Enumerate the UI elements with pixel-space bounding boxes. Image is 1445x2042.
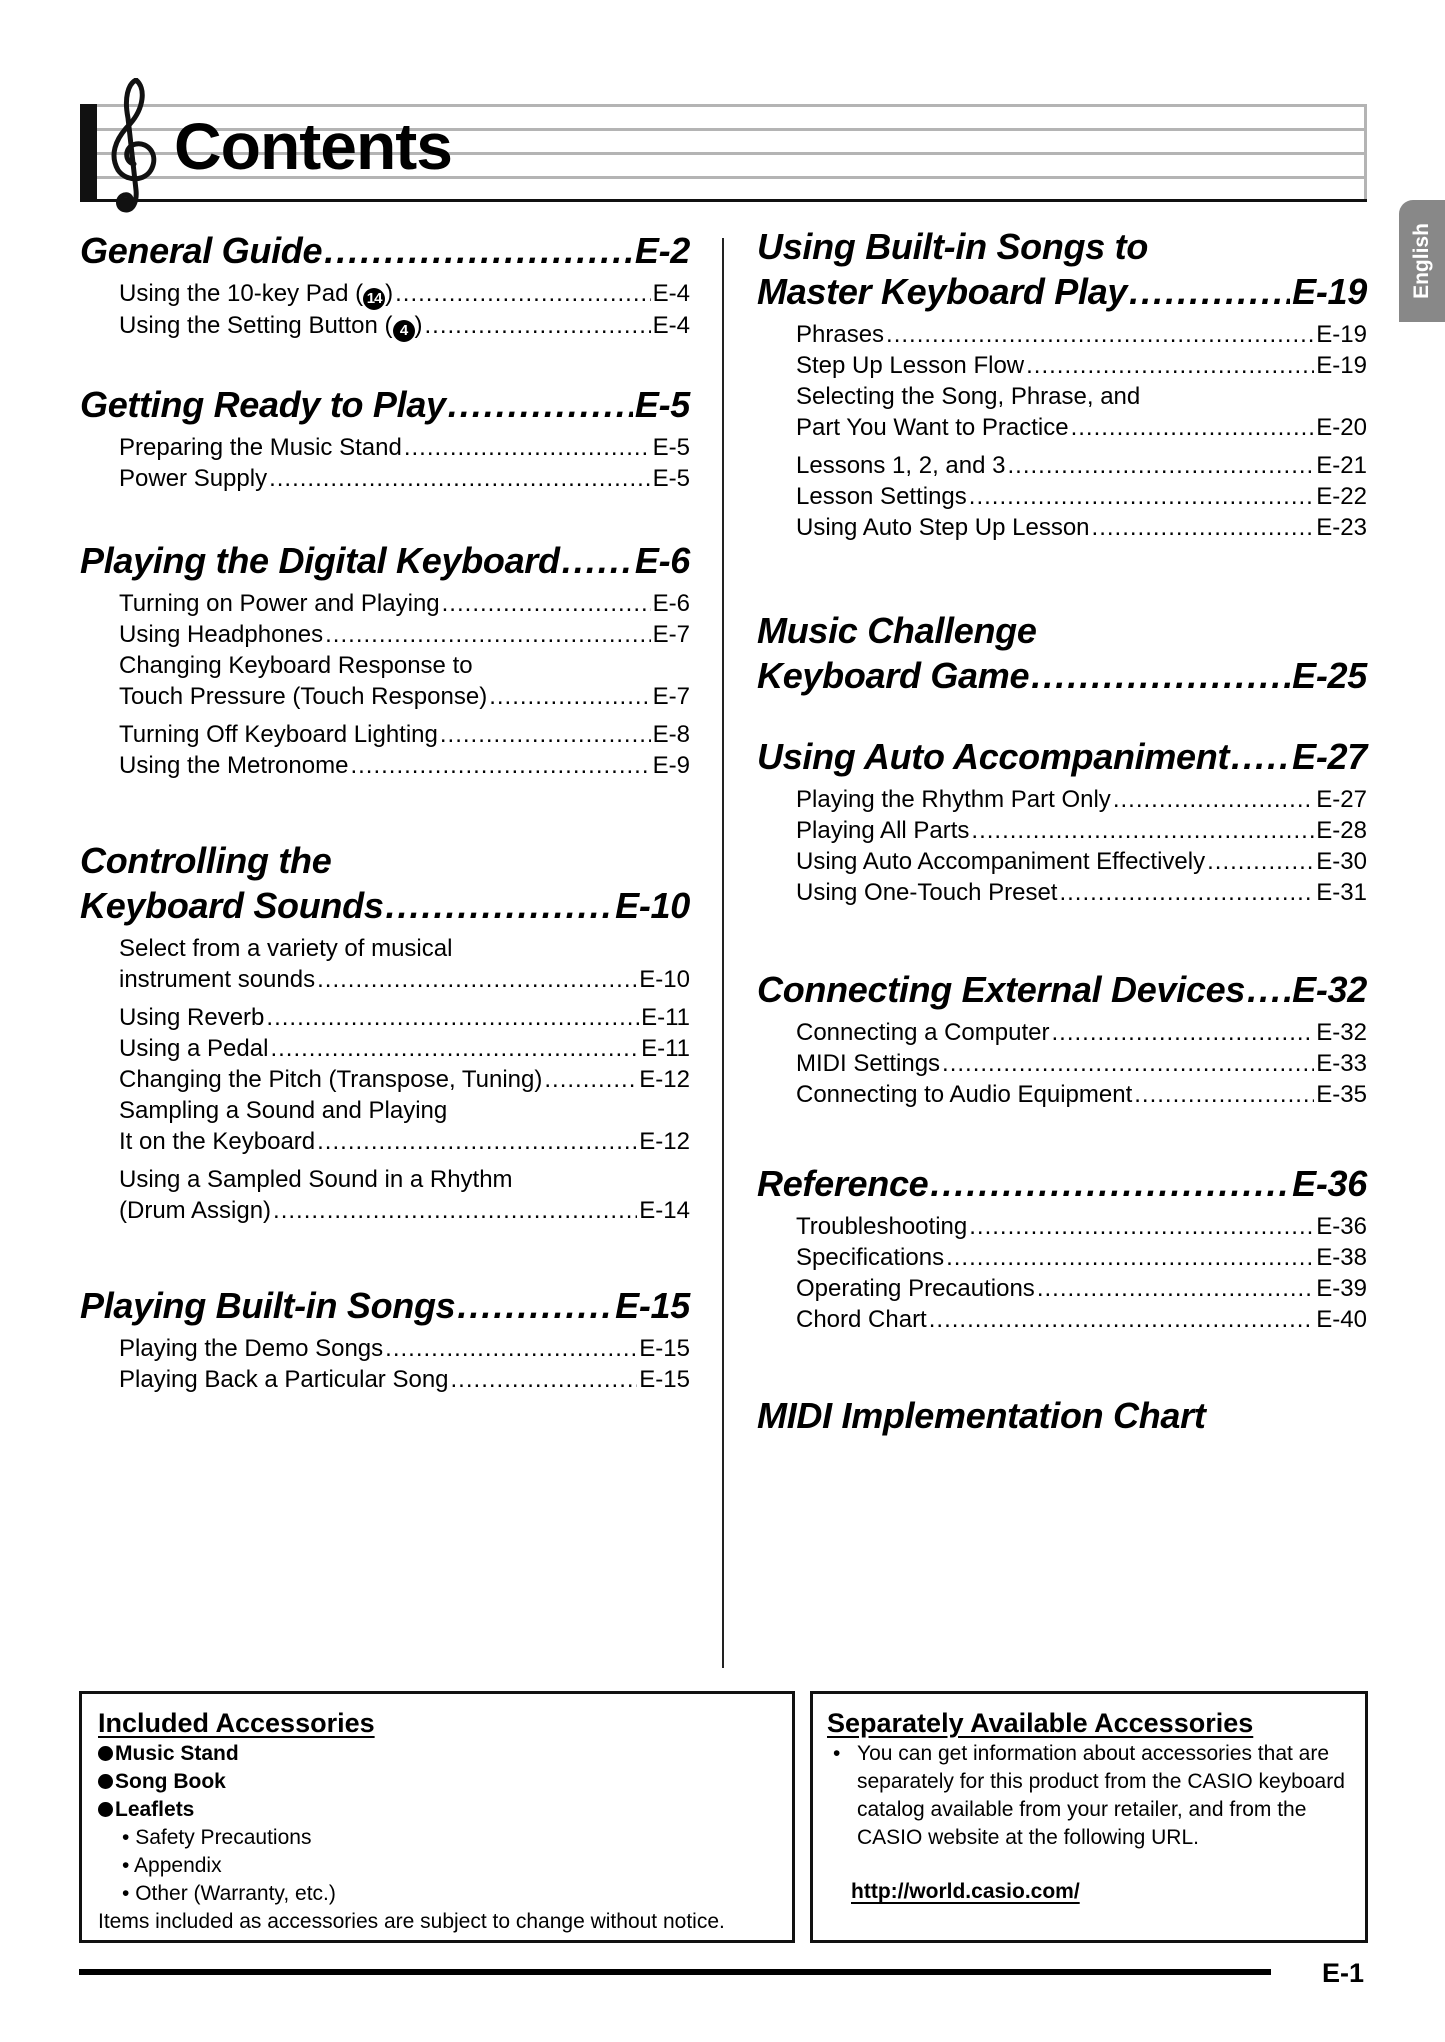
accessory-item: Song Book (98, 1768, 782, 1796)
toc-entry[interactable]: Using Reverb ..... E-11 (119, 1002, 690, 1033)
entry-page: E-35 (1316, 1081, 1367, 1108)
toc-entry[interactable]: Using the Metronome ..... E-9 (119, 750, 690, 781)
bullet-icon (98, 1774, 113, 1789)
toc-entry[interactable]: Lessons 1, 2, and 3 ..... E-21 (796, 450, 1367, 481)
accessory-item: Music Stand (98, 1740, 782, 1768)
leader-dots (1026, 350, 1314, 381)
section-heading[interactable]: Master Keyboard Play ..... E-19 (757, 269, 1367, 314)
leader-dots (270, 1033, 639, 1064)
separate-accessories-box (810, 1691, 1368, 1943)
language-tab[interactable] (1399, 200, 1445, 322)
toc-entry[interactable]: Changing Keyboard Response to Touch Pressure (Touch Response) ..... E-7 (119, 650, 690, 712)
entry-page: E-28 (1316, 817, 1367, 844)
leader-dots (969, 1211, 1314, 1242)
leader-dots (395, 278, 651, 309)
section-items (119, 432, 690, 494)
section-items (119, 588, 690, 781)
separate-accessories-title: Separately Available Accessories (827, 1708, 1254, 1738)
toc-entry[interactable]: MIDI Settings ..... E-33 (796, 1048, 1367, 1079)
leader-dots (404, 432, 651, 463)
toc-entry[interactable]: Preparing the Music Stand ..... E-5 (119, 432, 690, 463)
leader-dots (325, 619, 651, 650)
leader-dots (942, 1048, 1314, 1079)
section-items (796, 1211, 1367, 1335)
leader-dots (1007, 450, 1314, 481)
leader-dots (971, 815, 1314, 846)
toc-entry[interactable]: Chord Chart ..... E-40 (796, 1304, 1367, 1335)
entry-page: E-5 (652, 434, 690, 461)
treble-clef-icon (106, 78, 162, 218)
entry-page: E-31 (1316, 879, 1367, 906)
entry-page: E-4 (652, 312, 690, 339)
entry-page: E-15 (639, 1335, 690, 1362)
toc-entry[interactable]: Playing the Demo Songs ..... E-15 (119, 1333, 690, 1364)
toc-entry[interactable]: Using One-Touch Preset ..... E-31 (796, 877, 1367, 908)
button-number-badge-icon: 4 (393, 320, 415, 342)
section-page: E-36 (1292, 1163, 1367, 1204)
section-page: E-6 (634, 540, 690, 581)
toc-section (757, 967, 1367, 1110)
toc-entry[interactable]: Changing the Pitch (Transpose, Tuning) ..... E-12 (119, 1064, 690, 1095)
entry-page: E-5 (652, 465, 690, 492)
toc-entry[interactable]: Turning on Power and Playing ..... E-6 (119, 588, 690, 619)
leader-dots (269, 463, 651, 494)
section-heading[interactable]: Music Challenge (757, 610, 1037, 651)
leader-dots (544, 1064, 637, 1095)
entry-page: E-9 (652, 752, 690, 779)
leader-dots (886, 319, 1314, 350)
toc-section (757, 1393, 1367, 1438)
leader-dots (442, 588, 651, 619)
toc-entry[interactable]: Operating Precautions ..... E-39 (796, 1273, 1367, 1304)
entry-page: E-21 (1316, 452, 1367, 479)
toc-entry[interactable]: Sampling a Sound and Playing It on the Keyboard ..... E-12 (119, 1095, 690, 1157)
section-page: E-10 (615, 885, 690, 926)
toc-section (757, 224, 1367, 543)
toc-entry[interactable]: Specifications ..... E-38 (796, 1242, 1367, 1273)
leader-dots (1031, 653, 1290, 698)
leader-dots (929, 1304, 1315, 1335)
toc-entry[interactable]: Lesson Settings ..... E-22 (796, 481, 1367, 512)
leader-dots (1051, 1017, 1314, 1048)
entry-page: E-15 (639, 1366, 690, 1393)
leader-dots (385, 1333, 637, 1364)
entry-page: E-11 (641, 1035, 690, 1062)
toc-entry[interactable]: Power Supply ..... E-5 (119, 463, 690, 494)
toc-entry[interactable]: Turning Off Keyboard Lighting ..... E-8 (119, 719, 690, 750)
leader-dots (448, 382, 633, 427)
toc-section (80, 538, 690, 781)
included-accessories-title: Included Accessories (98, 1708, 375, 1738)
section-heading[interactable]: General Guide ..... E-2 (80, 228, 690, 273)
entry-page: E-23 (1316, 514, 1367, 541)
toc-entry[interactable]: Using Headphones ..... E-7 (119, 619, 690, 650)
section-heading[interactable]: Keyboard Sounds ..... E-10 (80, 883, 690, 928)
leader-dots (1037, 1273, 1314, 1304)
leader-dots (440, 719, 651, 750)
entry-page: E-4 (652, 280, 690, 307)
included-accessories-box (79, 1691, 795, 1943)
section-heading[interactable]: MIDI Implementation Chart (757, 1395, 1206, 1436)
leader-dots (1059, 877, 1314, 908)
toc-section (80, 838, 690, 1233)
entry-page: E-19 (1316, 352, 1367, 379)
entry-page: E-6 (652, 590, 690, 617)
toc-entry[interactable]: Connecting a Computer ..... E-32 (796, 1017, 1367, 1048)
entry-page: E-12 (639, 1128, 690, 1155)
section-items (796, 1017, 1367, 1110)
section-items (119, 278, 690, 342)
section-page: E-27 (1292, 736, 1367, 777)
section-page: E-2 (634, 230, 690, 271)
staff-baseline (80, 199, 1367, 202)
section-heading[interactable]: Using Auto Accompaniment ..... E-27 (757, 734, 1367, 779)
entry-page: E-10 (639, 966, 690, 993)
toc-entry[interactable]: Connecting to Audio Equipment ..... E-35 (796, 1079, 1367, 1110)
toc-entry[interactable]: Using Auto Accompaniment Effectively ..... E-30 (796, 846, 1367, 877)
leader-dots (1247, 967, 1290, 1012)
toc-entry[interactable]: Playing Back a Particular Song ..... E-15 (119, 1364, 690, 1395)
section-items (119, 933, 690, 1226)
entry-page: E-20 (1316, 414, 1367, 441)
section-heading[interactable]: Connecting External Devices ..... E-32 (757, 967, 1367, 1012)
leader-dots (1129, 269, 1290, 314)
toc-section (757, 608, 1367, 698)
leader-dots (1231, 734, 1290, 779)
toc-entry[interactable]: Playing All Parts ..... E-28 (796, 815, 1367, 846)
staff-endcap (1364, 104, 1367, 200)
section-items (796, 319, 1367, 543)
leader-dots (350, 750, 650, 781)
section-heading[interactable]: Using Built-in Songs to (757, 226, 1149, 267)
staff-line (97, 104, 1367, 107)
section-heading[interactable]: Getting Ready to Play ..... E-5 (80, 382, 690, 427)
section-page: E-25 (1292, 655, 1367, 696)
toc-entry[interactable]: Selecting the Song, Phrase, and Part You Want to Practice ..... E-20 (796, 381, 1367, 443)
page-number: E-1 (1322, 1958, 1365, 1988)
section-items (119, 1333, 690, 1395)
section-heading[interactable]: Playing Built-in Songs ..... E-15 (80, 1283, 690, 1328)
toc-section (80, 228, 690, 342)
entry-page: E-7 (652, 683, 690, 710)
toc-section (80, 382, 690, 494)
leader-dots (1134, 1079, 1314, 1110)
leader-dots (273, 1195, 637, 1226)
leader-dots (1113, 784, 1314, 815)
entry-page: E-38 (1316, 1244, 1367, 1271)
entry-page: E-19 (1316, 321, 1367, 348)
page-title: Contents (174, 109, 452, 183)
staff-bar (80, 104, 97, 202)
leader-dots (969, 481, 1315, 512)
casio-website-link[interactable]: http://world.casio.com/ (851, 1880, 1080, 1903)
section-heading[interactable]: Controlling the (80, 840, 332, 881)
section-heading[interactable]: Playing the Digital Keyboard ..... E-6 (80, 538, 690, 583)
entry-page: E-40 (1316, 1306, 1367, 1333)
leader-dots (317, 1126, 637, 1157)
leader-dots (457, 1283, 613, 1328)
leader-dots (1092, 512, 1315, 543)
leader-dots (324, 228, 633, 273)
toc-entry[interactable]: Playing the Rhythm Part Only ..... E-27 (796, 784, 1367, 815)
entry-page: E-27 (1316, 786, 1367, 813)
toc-entry[interactable]: Using a Pedal ..... E-11 (119, 1033, 690, 1064)
entry-page: E-30 (1316, 848, 1367, 875)
leaflet-item: • Other (Warranty, etc.) (122, 1882, 336, 1905)
leaflet-item: • Appendix (122, 1854, 222, 1877)
entry-page: E-11 (641, 1004, 690, 1031)
bullet-icon (98, 1746, 113, 1761)
toc-section (757, 1161, 1367, 1335)
language-tab-label: English (1410, 223, 1433, 299)
leader-dots (1207, 846, 1314, 877)
accessories-notice: Items included as accessories are subject to change without notice. (98, 1910, 725, 1933)
section-page: E-32 (1292, 969, 1367, 1010)
toc-entry[interactable]: Using a Sampled Sound in a Rhythm (Drum Assign) ..... E-14 (119, 1164, 690, 1226)
leader-dots (266, 1002, 639, 1033)
entry-page: E-39 (1316, 1275, 1367, 1302)
entry-page: E-32 (1316, 1019, 1367, 1046)
toc-entry[interactable]: Phrases ..... E-19 (796, 319, 1367, 350)
entry-page: E-36 (1316, 1213, 1367, 1240)
section-page: E-5 (634, 384, 690, 425)
entry-page: E-8 (652, 721, 690, 748)
section-items (796, 784, 1367, 908)
bullet-icon: • (833, 1742, 841, 1765)
leader-dots (386, 883, 614, 928)
leader-dots (562, 538, 633, 583)
toc-entry[interactable]: Step Up Lesson Flow ..... E-19 (796, 350, 1367, 381)
leader-dots (1071, 412, 1315, 443)
leader-dots (946, 1242, 1314, 1273)
entry-page: E-12 (639, 1066, 690, 1093)
toc-section (80, 1283, 690, 1395)
section-heading[interactable]: Keyboard Game ..... E-25 (757, 653, 1367, 698)
section-heading[interactable]: Reference ..... E-36 (757, 1161, 1367, 1206)
button-number-badge-icon: 14 (363, 288, 385, 310)
entry-page: E-7 (652, 621, 690, 648)
column-divider (722, 238, 724, 1668)
bullet-icon (98, 1802, 113, 1817)
leader-dots (489, 681, 650, 712)
entry-page: E-33 (1316, 1050, 1367, 1077)
toc-entry[interactable]: Troubleshooting ..... E-36 (796, 1211, 1367, 1242)
leader-dots (451, 1364, 638, 1395)
accessory-item: Leaflets (98, 1796, 782, 1824)
leader-dots (425, 310, 651, 341)
toc-entry[interactable]: Using Auto Step Up Lesson ..... E-23 (796, 512, 1367, 543)
toc-entry[interactable]: Select from a variety of musical instrument sounds ..... E-10 (119, 933, 690, 995)
leader-dots (930, 1161, 1290, 1206)
leaflet-item: • Safety Precautions (122, 1826, 312, 1849)
toc-section (757, 734, 1367, 908)
entry-page: E-22 (1316, 483, 1367, 510)
leader-dots (317, 964, 637, 995)
section-page: E-15 (615, 1285, 690, 1326)
toc-entry[interactable]: Using the 10-key Pad ( 14 ) ..... E-4 (119, 278, 690, 310)
separate-accessories-text: • You can get information about accessories that are separately for this product from the CASIO keyboard catalog available from your retailer, and from the CASIO website at the following URL. (827, 1740, 1355, 1852)
section-page: E-19 (1292, 271, 1367, 312)
footer-rule (79, 1969, 1271, 1975)
toc-entry[interactable]: Using the Setting Button ( 4 ) ..... E-4 (119, 310, 690, 342)
entry-page: E-14 (639, 1197, 690, 1224)
